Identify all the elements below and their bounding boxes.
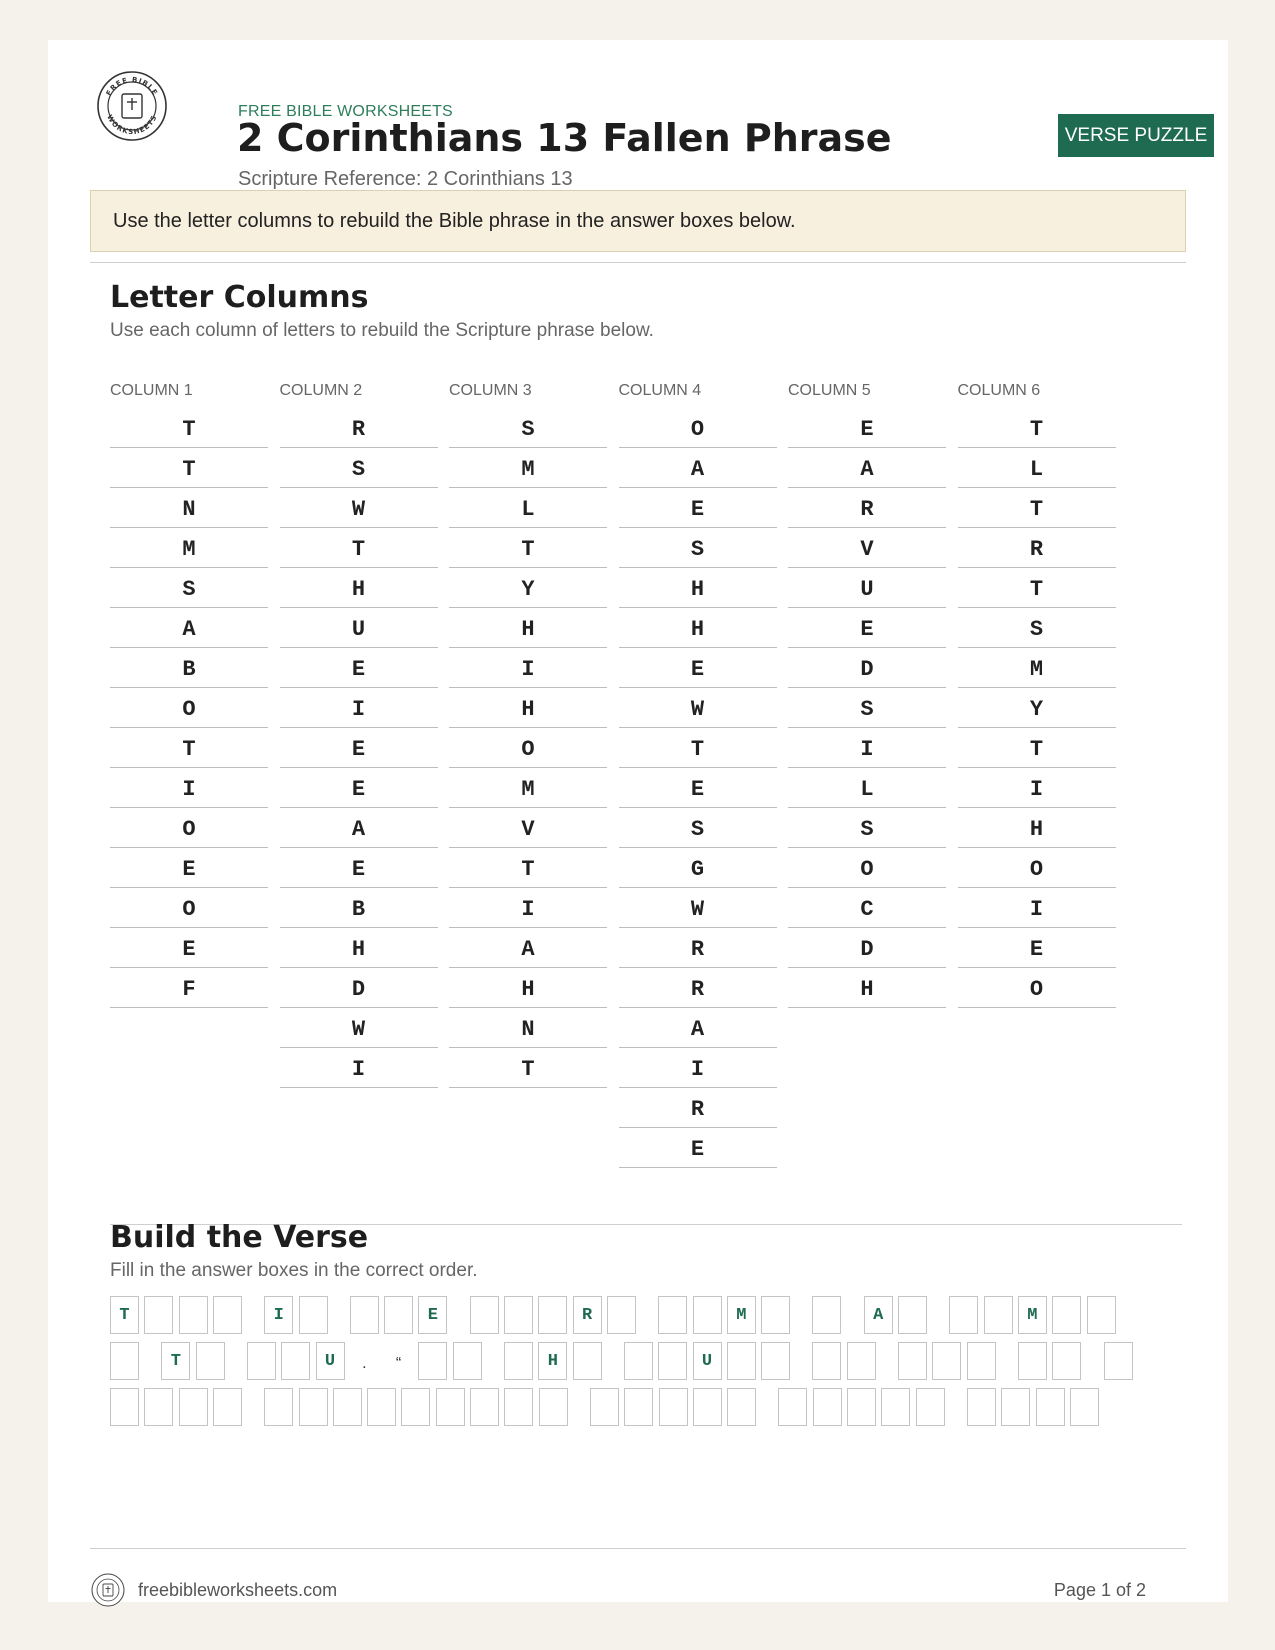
letter-cell: H: [280, 928, 438, 968]
letter-cell: O: [110, 688, 268, 728]
letter-cell: R: [619, 968, 777, 1008]
answer-box[interactable]: [179, 1296, 208, 1334]
letter-cell: S: [619, 528, 777, 568]
page-title: 2 Corinthians 13 Fallen Phrase: [237, 116, 892, 160]
answer-box[interactable]: [367, 1388, 396, 1426]
answer-box[interactable]: [504, 1388, 533, 1426]
answer-box[interactable]: [110, 1388, 139, 1426]
bible-logo-icon: [96, 70, 168, 142]
header: [96, 70, 1208, 190]
letter-cell: E: [280, 848, 438, 888]
punctuation-mark: “: [395, 1355, 402, 1372]
letter-cell: T: [449, 848, 607, 888]
letter-cell: I: [280, 688, 438, 728]
divider: [90, 262, 1186, 263]
letter-cell: H: [958, 808, 1116, 848]
column-label: COLUMN 5: [788, 382, 871, 399]
letter-cell: A: [619, 1008, 777, 1048]
letter-cell: L: [958, 448, 1116, 488]
footer-url[interactable]: freebibleworksheets.com: [138, 1580, 338, 1600]
answer-box[interactable]: [812, 1296, 841, 1334]
letter-cell: E: [280, 768, 438, 808]
answer-box[interactable]: H: [538, 1342, 567, 1380]
answer-box[interactable]: U: [316, 1342, 345, 1380]
letter-cell: O: [449, 728, 607, 768]
answer-box[interactable]: [1104, 1342, 1133, 1380]
answer-box[interactable]: [333, 1388, 362, 1426]
answer-box[interactable]: [350, 1296, 379, 1334]
column-label: COLUMN 2: [279, 382, 363, 399]
answer-box[interactable]: [247, 1342, 276, 1380]
letter-cell: L: [788, 768, 946, 808]
answer-box[interactable]: [539, 1388, 568, 1426]
answer-box[interactable]: [1070, 1388, 1099, 1426]
letter-cell: G: [619, 848, 777, 888]
letter-cell: M: [449, 768, 607, 808]
letter-cell: E: [958, 928, 1116, 968]
letter-cell: H: [619, 568, 777, 608]
letter-cell: O: [110, 888, 268, 928]
letter-column: [788, 378, 946, 1008]
letter-cell: I: [958, 888, 1116, 928]
letter-cell: O: [958, 848, 1116, 888]
letter-cell: I: [110, 768, 268, 808]
letter-cell: E: [788, 408, 946, 448]
letter-cell: E: [110, 928, 268, 968]
letter-cell: H: [449, 688, 607, 728]
letter-cell: W: [619, 888, 777, 928]
answer-box[interactable]: [504, 1296, 533, 1334]
letter-cell: E: [619, 1128, 777, 1168]
letter-cell: N: [110, 488, 268, 528]
letter-column: [280, 378, 438, 1088]
letter-cell: T: [110, 448, 268, 488]
column-label: COLUMN 1: [110, 382, 193, 399]
letter-cell: M: [449, 448, 607, 488]
letter-cell: H: [619, 608, 777, 648]
letter-cell: H: [280, 568, 438, 608]
answer-box[interactable]: [778, 1388, 807, 1426]
letter-cell: R: [619, 1088, 777, 1128]
letter-cell: I: [958, 768, 1116, 808]
letter-cell: W: [280, 1008, 438, 1048]
answer-box[interactable]: [299, 1388, 328, 1426]
answer-box[interactable]: [624, 1388, 653, 1426]
answer-box[interactable]: [264, 1388, 293, 1426]
letter-cell: A: [788, 448, 946, 488]
letter-cell: T: [449, 528, 607, 568]
letter-columns-title: Letter Columns: [110, 280, 369, 315]
answer-box[interactable]: [812, 1342, 841, 1380]
answer-box[interactable]: [1018, 1342, 1047, 1380]
answer-box[interactable]: [727, 1388, 756, 1426]
letter-cell: A: [280, 808, 438, 848]
letter-cell: W: [280, 488, 438, 528]
answer-box[interactable]: [196, 1342, 225, 1380]
answer-box[interactable]: E: [418, 1296, 447, 1334]
letter-cell: A: [619, 448, 777, 488]
answer-box[interactable]: [658, 1296, 687, 1334]
answer-box[interactable]: [573, 1342, 602, 1380]
letter-cell: S: [280, 448, 438, 488]
answer-box[interactable]: [179, 1388, 208, 1426]
letter-cell: O: [958, 968, 1116, 1008]
letter-cell: U: [280, 608, 438, 648]
svg-text:WORKSHEETS: WORKSHEETS: [105, 113, 159, 137]
answer-box[interactable]: [984, 1296, 1013, 1334]
letter-cell: M: [110, 528, 268, 568]
answer-box[interactable]: [607, 1296, 636, 1334]
build-verse-title: Build the Verse: [110, 1220, 369, 1255]
letter-cell: D: [280, 968, 438, 1008]
letter-column: [449, 378, 607, 1088]
letter-cell: H: [788, 968, 946, 1008]
answer-box[interactable]: [453, 1342, 482, 1380]
answer-box[interactable]: [1036, 1388, 1065, 1426]
answer-box[interactable]: [538, 1296, 567, 1334]
letter-cell: E: [280, 648, 438, 688]
letter-cell: U: [788, 568, 946, 608]
letter-cell: E: [619, 648, 777, 688]
answer-box[interactable]: [847, 1388, 876, 1426]
answer-box[interactable]: T: [161, 1342, 190, 1380]
answer-box[interactable]: [659, 1388, 688, 1426]
letter-cell: I: [788, 728, 946, 768]
letter-cell: E: [110, 848, 268, 888]
letter-cell: S: [788, 688, 946, 728]
answer-box[interactable]: [470, 1388, 499, 1426]
worksheet-page: [48, 40, 1228, 1602]
letter-cell: D: [788, 648, 946, 688]
answer-box[interactable]: [932, 1342, 961, 1380]
letter-cell: O: [110, 808, 268, 848]
letter-cell: I: [280, 1048, 438, 1088]
letter-cell: E: [280, 728, 438, 768]
instructions-box: Use the letter columns to rebuild the Bible phrase in the answer boxes below.: [90, 190, 1186, 252]
divider: [90, 1548, 1186, 1549]
letter-cell: R: [619, 928, 777, 968]
answer-box[interactable]: [658, 1342, 687, 1380]
answer-box[interactable]: M: [727, 1296, 756, 1334]
letter-cell: S: [958, 608, 1116, 648]
letter-cell: F: [110, 968, 268, 1008]
letter-cell: C: [788, 888, 946, 928]
answer-box[interactable]: [144, 1296, 173, 1334]
letter-cell: E: [619, 768, 777, 808]
answer-box[interactable]: [110, 1342, 139, 1380]
letter-cell: R: [280, 408, 438, 448]
letter-cell: B: [280, 888, 438, 928]
answer-box[interactable]: A: [864, 1296, 893, 1334]
letter-cell: O: [788, 848, 946, 888]
answer-box[interactable]: [401, 1388, 430, 1426]
letter-cell: O: [619, 408, 777, 448]
letter-cell: T: [619, 728, 777, 768]
letter-cell: S: [788, 808, 946, 848]
answer-box[interactable]: [847, 1342, 876, 1380]
letter-cell: B: [110, 648, 268, 688]
answer-box[interactable]: [813, 1388, 842, 1426]
verse-puzzle-badge: VERSE PUZZLE: [1058, 114, 1214, 157]
answer-box[interactable]: [949, 1296, 978, 1334]
letter-cell: I: [619, 1048, 777, 1088]
letter-cell: D: [788, 928, 946, 968]
answer-box[interactable]: [916, 1388, 945, 1426]
letter-columns-subtitle: Use each column of letters to rebuild the Scripture phrase below.: [110, 320, 654, 341]
letter-cell: H: [449, 968, 607, 1008]
svg-text:FREE BIBLE: FREE BIBLE: [104, 75, 160, 98]
letter-cell: A: [449, 928, 607, 968]
answer-box[interactable]: T: [110, 1296, 139, 1334]
letter-cell: I: [449, 648, 607, 688]
letter-cell: I: [449, 888, 607, 928]
letter-column: [619, 378, 777, 1168]
answer-box[interactable]: [1087, 1296, 1116, 1334]
letter-cell: V: [788, 528, 946, 568]
letter-cell: T: [958, 728, 1116, 768]
answer-box[interactable]: [727, 1342, 756, 1380]
page-number: Page 1 of 2: [1053, 1580, 1146, 1600]
answer-box[interactable]: [881, 1388, 910, 1426]
answer-box[interactable]: [898, 1342, 927, 1380]
letter-cell: H: [449, 608, 607, 648]
letter-cell: Y: [958, 688, 1116, 728]
answer-box[interactable]: [281, 1342, 310, 1380]
answer-box[interactable]: [470, 1296, 499, 1334]
answer-box[interactable]: [624, 1342, 653, 1380]
letter-cell: T: [958, 568, 1116, 608]
answer-box[interactable]: [967, 1342, 996, 1380]
answer-box[interactable]: [144, 1388, 173, 1426]
answer-box[interactable]: [761, 1296, 790, 1334]
letter-cell: L: [449, 488, 607, 528]
letter-cell: M: [958, 648, 1116, 688]
letter-cell: Y: [449, 568, 607, 608]
letter-cell: R: [788, 488, 946, 528]
answer-box[interactable]: [213, 1388, 242, 1426]
letter-cell: W: [619, 688, 777, 728]
scripture-reference: Scripture Reference: 2 Corinthians 13: [238, 168, 573, 190]
letter-cell: T: [449, 1048, 607, 1088]
answer-box[interactable]: I: [264, 1296, 293, 1334]
column-label: COLUMN 3: [449, 382, 532, 399]
letter-cell: N: [449, 1008, 607, 1048]
answer-box[interactable]: [1052, 1342, 1081, 1380]
punctuation-mark: .: [362, 1355, 367, 1372]
letter-cell: T: [110, 728, 268, 768]
column-label: COLUMN 6: [957, 382, 1041, 399]
answer-box[interactable]: [590, 1388, 619, 1426]
brand-label: FREE BIBLE WORKSHEETS: [238, 103, 453, 120]
answer-box[interactable]: [1001, 1388, 1030, 1426]
answer-box[interactable]: [504, 1342, 533, 1380]
answer-box[interactable]: [299, 1296, 328, 1334]
letter-cell: E: [619, 488, 777, 528]
letter-cell: S: [449, 408, 607, 448]
answer-box[interactable]: [1052, 1296, 1081, 1334]
letter-cell: A: [110, 608, 268, 648]
answer-box[interactable]: R: [573, 1296, 602, 1334]
answer-box[interactable]: [693, 1296, 722, 1334]
answer-box[interactable]: [418, 1342, 447, 1380]
answer-box[interactable]: M: [1018, 1296, 1047, 1334]
letter-cell: E: [788, 608, 946, 648]
answer-box[interactable]: [761, 1342, 790, 1380]
column-label: COLUMN 4: [618, 382, 702, 399]
letter-column: [958, 378, 1116, 1008]
letter-cell: S: [110, 568, 268, 608]
answer-box[interactable]: [384, 1296, 413, 1334]
letter-cell: T: [958, 408, 1116, 448]
letter-column: [110, 378, 268, 1008]
letter-cell: T: [110, 408, 268, 448]
answer-box[interactable]: U: [693, 1342, 722, 1380]
letter-cell: T: [280, 528, 438, 568]
build-verse-subtitle: Fill in the answer boxes in the correct order.: [110, 1260, 478, 1281]
answer-box[interactable]: [693, 1388, 722, 1426]
letter-cell: R: [958, 528, 1116, 568]
letter-cell: S: [619, 808, 777, 848]
letter-cell: T: [958, 488, 1116, 528]
answer-box[interactable]: [213, 1296, 242, 1334]
answer-box[interactable]: [967, 1388, 996, 1426]
letter-cell: V: [449, 808, 607, 848]
answer-box[interactable]: [898, 1296, 927, 1334]
answer-box[interactable]: [436, 1388, 465, 1426]
bible-logo-icon: [90, 1572, 126, 1608]
